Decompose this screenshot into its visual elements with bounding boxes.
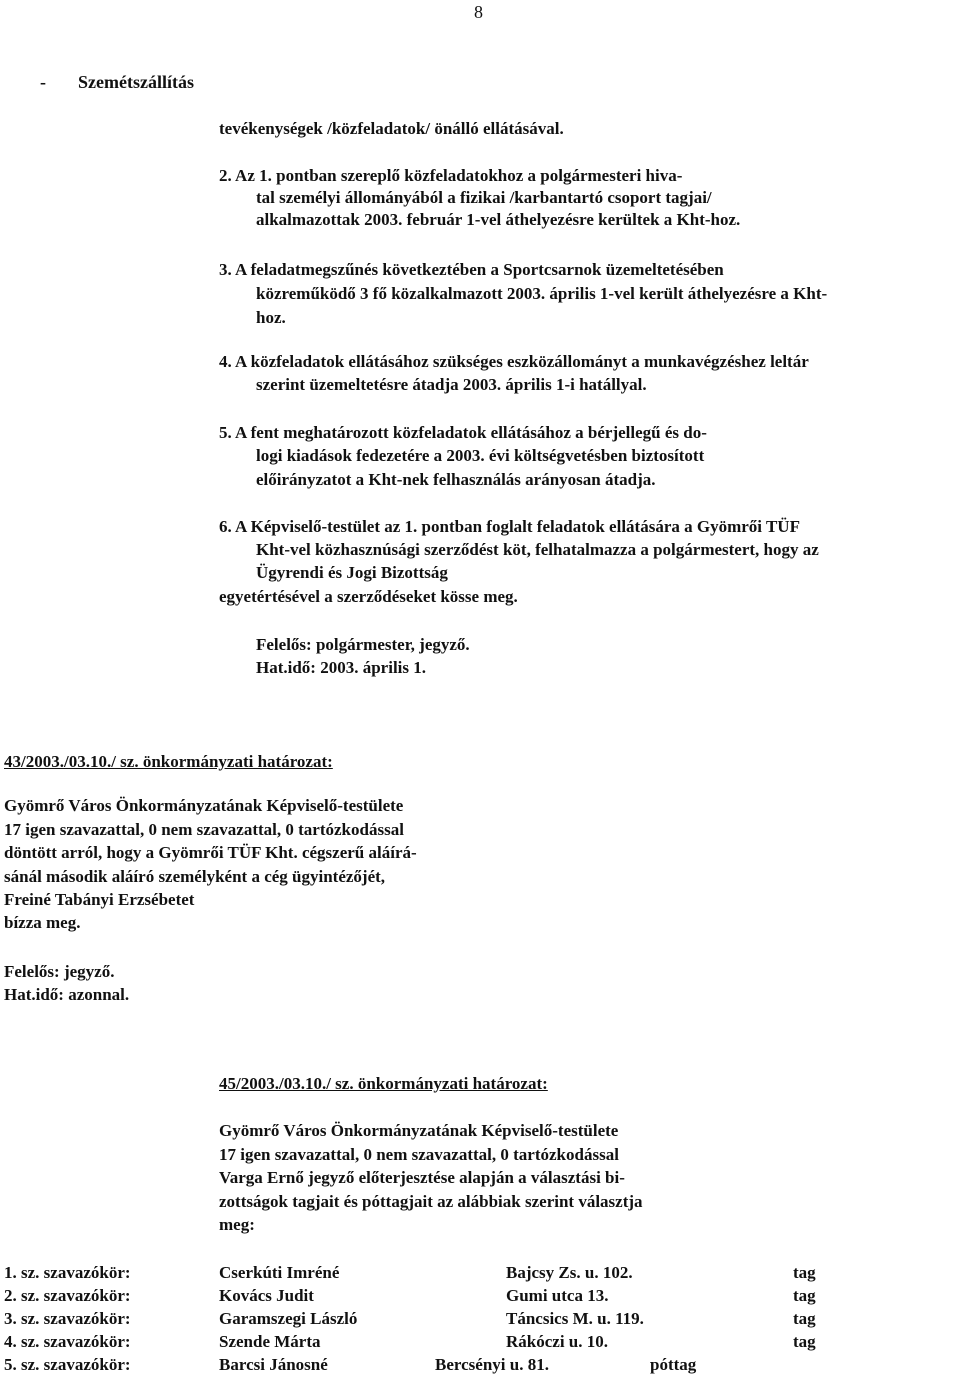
address-cell: Táncsics M. u. 119. [506, 1309, 644, 1328]
bullet-item-text: Szemétszállítás [78, 72, 194, 92]
district-cell: 4. sz. szavazókör: [4, 1332, 131, 1351]
page-number: 8 [474, 2, 483, 22]
resolution-45-line: zottságok tagjait és póttagjait az alábbiak szerint választja [219, 1192, 643, 1211]
resolution-43-responsible: Felelős: jegyző. [4, 962, 115, 981]
resolution-43-line: 17 igen szavazattal, 0 nem szavazattal, 0 tartózkodással [4, 820, 404, 839]
district-cell: 1. sz. szavazókör: [4, 1263, 131, 1282]
resolution-45-line: Gyömrő Város Önkormányzatának Képviselő-testülete [219, 1121, 619, 1140]
address-cell: Bercsényi u. 81. [435, 1355, 549, 1374]
address-cell: Rákóczi u. 10. [506, 1332, 608, 1351]
role-cell: tag [793, 1332, 816, 1351]
role-cell: tag [793, 1309, 816, 1328]
point-6-line: Kht-vel közhasznúsági szerződést köt, felhatalmazza a polgármestert, hogy az [256, 540, 819, 559]
point-2-line: tal személyi állományából a fizikai /karbantartó csoport tagjai/ [256, 188, 712, 207]
resolution-45-line: meg: [219, 1215, 255, 1234]
resolution-45-title: 45/2003./03.10./ sz. önkormányzati határozat: [219, 1074, 548, 1093]
name-cell: Kovács Judit [219, 1286, 314, 1305]
point-3-line: közreműködő 3 fő közalkalmazott 2003. április 1-vel került áthelyezésre a Kht- [256, 284, 828, 303]
resolution-45-line: Varga Ernő jegyző előterjesztése alapján a választási bi- [219, 1168, 625, 1187]
district-cell: 5. sz. szavazókör: [4, 1355, 131, 1374]
role-cell: póttag [650, 1355, 697, 1374]
point-4-line: 4. A közfeladatok ellátásához szükséges eszközállományt a munkavégzéshez leltár [219, 352, 809, 371]
resolution-43-deadline: Hat.idő: azonnal. [4, 985, 130, 1004]
point-4-line: szerint üzemeltetésre átadja 2003. április 1-i hatállyal. [256, 375, 647, 394]
resolution-43-line: sánál második aláíró személyként a cég ügyintézőjét, [4, 867, 386, 886]
resolution-43-line: döntött arról, hogy a Gyömrői TÜF Kht. cégszerű aláírá- [4, 843, 417, 862]
address-cell: Gumi utca 13. [506, 1286, 609, 1305]
address-cell: Bajcsy Zs. u. 102. [506, 1263, 633, 1282]
name-cell: Barcsi Jánosné [219, 1355, 328, 1374]
point-6-line: 6. A Képviselő-testület az 1. pontban foglalt feladatok ellátására a Gyömrői TÜF [219, 517, 800, 536]
point-5-line: 5. A fent meghatározott közfeladatok ellátásához a bérjellegű és do- [219, 423, 707, 442]
responsible-1: Felelős: polgármester, jegyző. [256, 635, 470, 654]
district-cell: 3. sz. szavazókör: [4, 1309, 131, 1328]
intro-line: tevékenységek /közfeladatok/ önálló ellátásával. [219, 119, 564, 138]
resolution-45-line: 17 igen szavazattal, 0 nem szavazattal, 0 tartózkodással [219, 1145, 619, 1164]
resolution-43-title: 43/2003./03.10./ sz. önkormányzati határozat: [4, 752, 333, 771]
district-cell: 2. sz. szavazókör: [4, 1286, 131, 1305]
point-6-line: egyetértésével a szerződéseket kösse meg. [219, 587, 518, 606]
point-3-line: 3. A feladatmegszűnés következtében a Sportcsarnok üzemeltetésében [219, 260, 724, 279]
deadline-1: Hat.idő: 2003. április 1. [256, 658, 427, 677]
name-cell: Garamszegi László [219, 1309, 358, 1328]
point-3-line: hoz. [256, 308, 286, 327]
point-5-line: előirányzatot a Kht-nek felhasználás arányosan átadja. [256, 470, 656, 489]
point-5-line: logi kiadások fedezetére a 2003. évi költségvetésben biztosított [256, 446, 705, 465]
name-cell: Cserkúti Imréné [219, 1263, 340, 1282]
resolution-43-line: Freiné Tabányi Erzsébetet [4, 890, 195, 909]
role-cell: tag [793, 1263, 816, 1282]
name-cell: Szende Márta [219, 1332, 321, 1351]
point-6-line: Ügyrendi és Jogi Bizottság [256, 563, 448, 582]
role-cell: tag [793, 1286, 816, 1305]
point-2-line: 2. Az 1. pontban szereplő közfeladatokhoz a polgármesteri hiva- [219, 166, 683, 185]
point-2-line: alkalmazottak 2003. február 1-vel áthelyezésre kerültek a Kht-hoz. [256, 210, 741, 229]
bullet-dash: - [40, 72, 46, 92]
resolution-43-line: Gyömrő Város Önkormányzatának Képviselő-testülete [4, 796, 404, 815]
resolution-43-line: bízza meg. [4, 913, 81, 932]
